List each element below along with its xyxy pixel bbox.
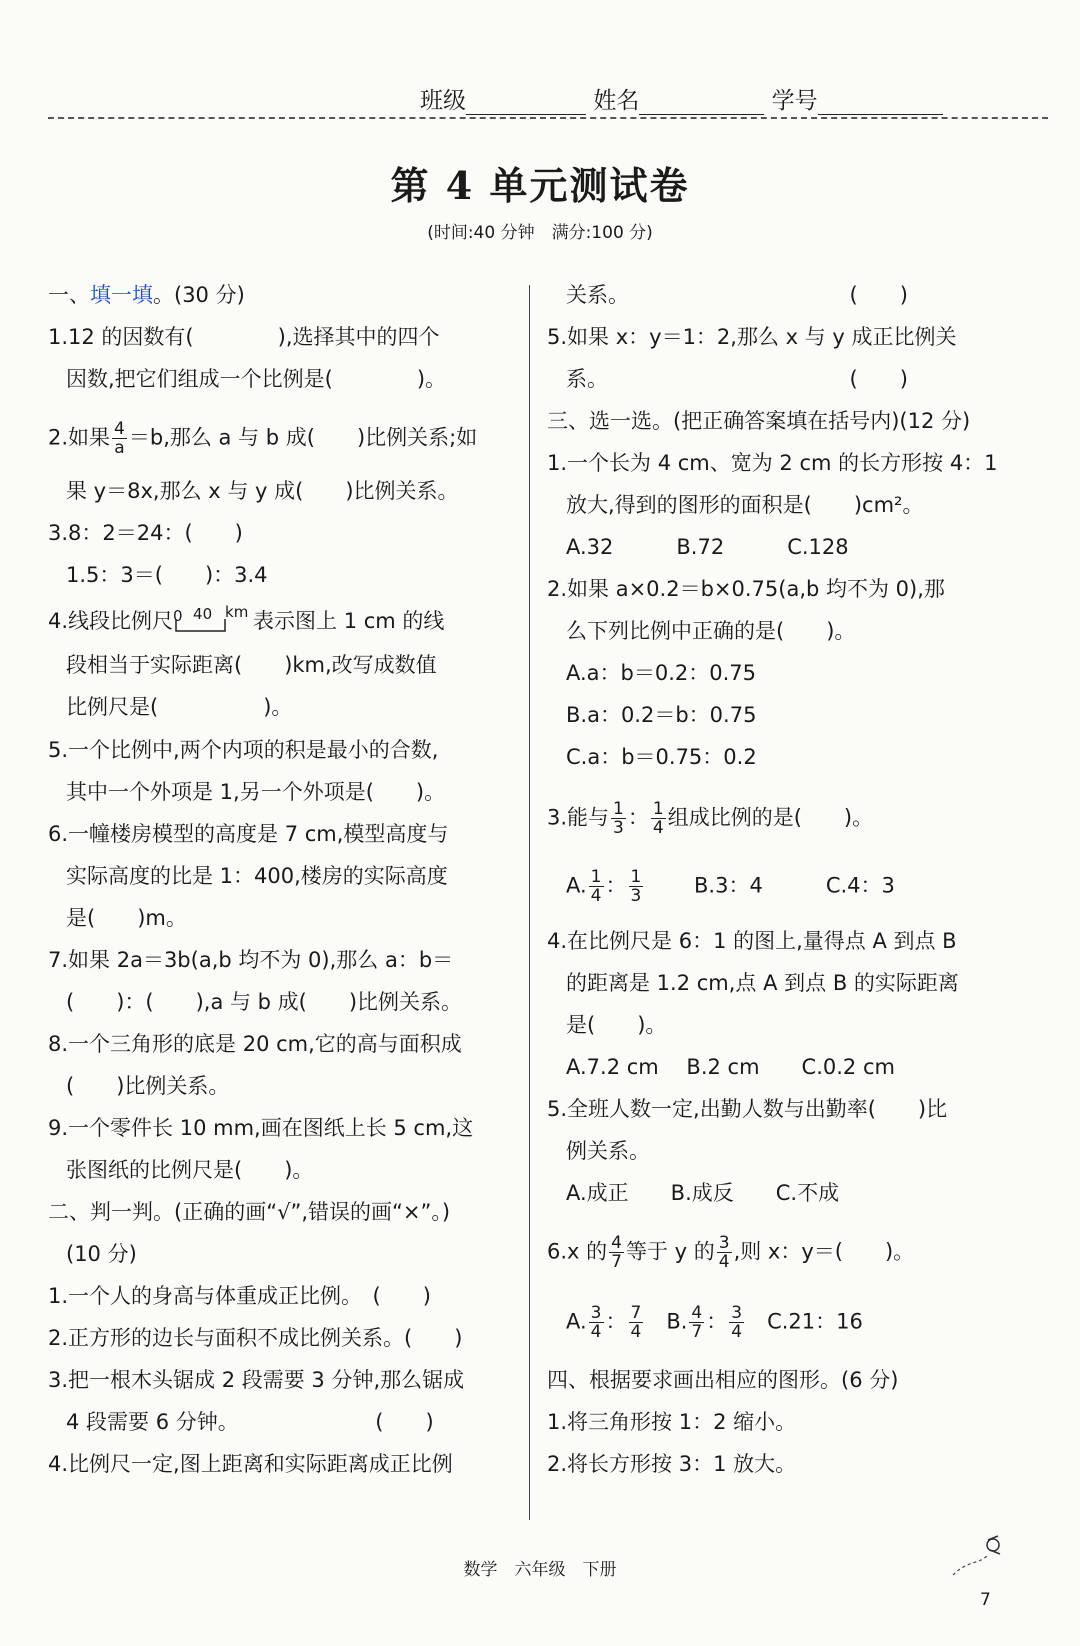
choice-q6-line-1: 6.x 的 $\frac{4}{7}$ 等于 y 的 $\frac{3}{4}$ ,则 x：y＝( )。 (547, 1233, 915, 1272)
q4-line-3: 比例尺是( )。 (66, 695, 293, 719)
q5-line-1: 5.一个比例中,两个内项的积是最小的合数, (48, 738, 439, 762)
q2-line-2: 果 y＝8x,那么 x 与 y 成( )比例关系。 (66, 479, 459, 503)
judge-q2: 2.正方形的边长与面积不成比例关系。( ) (48, 1326, 463, 1350)
section-3-heading: 三、选一选。(把正确答案填在括号内)(12 分) (547, 409, 971, 433)
class-label: 班级 (420, 88, 466, 114)
line-segment-scale (173, 603, 253, 637)
draw-q1: 1.将三角形按 1：2 缩小。 (547, 1410, 797, 1434)
choice-q4-line-2: 的距离是 1.2 cm,点 A 到点 B 的实际距离 (566, 971, 959, 995)
scale-bar-line (175, 619, 227, 633)
choice-q3-options: A. $\frac{1}{4}$ ： $\frac{1}{3}$ B.3：4 C.4：3 (566, 867, 895, 906)
q6-line-3: 是( )m。 (66, 906, 187, 930)
choice-q2-line-1: 2.如果 a×0.2＝b×0.75(a,b 均不为 0),那 (547, 577, 945, 601)
q7-line-1: 7.如果 2a＝3b(a,b 均不为 0),那么 a：b＝ (48, 948, 454, 972)
student-info-header (420, 82, 943, 115)
q9-line-2: 张图纸的比例尺是( )。 (66, 1158, 314, 1182)
column-divider (529, 285, 530, 1520)
choice-q4-line-1: 4.在比例尺是 6：1 的图上,量得点 A 到点 B (547, 929, 957, 953)
choice-q2-option-c: C.a：b＝0.75：0.2 (566, 745, 757, 769)
choice-q6-options: A. $\frac{3}{4}$ ： $\frac{7}{4}$ B. $\frac{4}{7}$ ： $\frac{3}{4}$ C.21：16 (566, 1303, 863, 1342)
q3-line-1: 3.8：2＝24：( ) (48, 521, 243, 545)
page-number: 7 (980, 1590, 991, 1610)
choice-q2-line-2: 么下列比例中正确的是( )。 (566, 619, 856, 643)
choice-q1-options: A.32 B.72 C.128 (566, 535, 849, 559)
q1-line-1: 1.12 的因数有( ),选择其中的四个 (48, 325, 440, 349)
dashed-cut-line (48, 117, 1048, 119)
q2-line-1: 2.如果 $\frac{4}{a}$ ＝b,那么 a 与 b 成( )比例关系;如 (48, 419, 478, 458)
fraction-4-over-a: $\frac{4}{a}$ (114, 419, 125, 458)
q4-line-1: 4.线段比例尺 0 40 km 表示图上 1 cm 的线 (48, 606, 444, 637)
q6-line-2: 实际高度的比是 1：400,楼房的实际高度 (66, 864, 448, 888)
fraction-1-4: $\frac{1}{4}$ (652, 799, 664, 838)
name-blank[interactable] (639, 92, 764, 115)
section-2-heading: 二、判一判。(正确的画“√”,错误的画“×”。) (48, 1200, 451, 1224)
scale-zero: 0 (173, 607, 183, 625)
judge-q4-line-1: 4.比例尺一定,图上距离和实际距离成正比例 (48, 1452, 453, 1476)
section-1-keyword: 填一填 (90, 283, 153, 307)
q1-line-2: 因数,把它们组成一个比例是( )。 (66, 367, 447, 391)
student-id-blank[interactable] (818, 92, 943, 115)
footer-book-info: 数学 六年级 下册 (463, 1560, 617, 1580)
choice-q4-line-3: 是( )。 (566, 1013, 667, 1037)
name-label: 姓名 (593, 88, 640, 114)
choice-q5-options: A.成正 B.成反 C.不成 (566, 1181, 840, 1205)
scale-unit: km (225, 603, 249, 621)
student-id-label: 学号 (771, 88, 818, 114)
choice-q1-line-1: 1.一个长为 4 cm、宽为 2 cm 的长方形按 4：1 (547, 451, 998, 475)
fraction-1-3: $\frac{1}{3}$ (613, 799, 624, 838)
page-title: 第 4 单元测试卷 (390, 163, 690, 208)
judge-q1: 1.一个人的身高与体重成正比例。 ( ) (48, 1284, 431, 1308)
choice-q1-line-2: 放大,得到的图形的面积是( )cm²。 (566, 493, 924, 517)
choice-q2-option-a: A.a：b＝0.2：0.75 (566, 661, 757, 685)
q9-line-1: 9.一个零件长 10 mm,画在图纸上长 5 cm,这 (48, 1116, 474, 1140)
section-2-score: (10 分) (66, 1242, 137, 1266)
judge-q4-line-2: 关系。 ( ) (566, 283, 908, 307)
draw-q2: 2.将长方形按 3：1 放大。 (547, 1452, 797, 1476)
judge-q3-line-2: 4 段需要 6 分钟。 ( ) (66, 1410, 434, 1434)
q8-line-1: 8.一个三角形的底是 20 cm,它的高与面积成 (48, 1032, 462, 1056)
exam-time-score: (时间:40 分钟 满分:100 分) (427, 223, 653, 243)
choice-q4-options: A.7.2 cm B.2 cm C.0.2 cm (566, 1055, 895, 1079)
q7-line-2: ( )：( ),a 与 b 成( )比例关系。 (66, 990, 463, 1014)
section-1-heading: 一、填一填。(30 分) (48, 283, 245, 307)
q3-line-2: 1.5：3＝( )：3.4 (66, 563, 268, 587)
choice-q2-option-b: B.a：0.2＝b：0.75 (566, 703, 757, 727)
page-corner-doodle-icon (948, 1530, 1018, 1580)
choice-q5-line-1: 5.全班人数一定,出勤人数与出勤率( )比 (547, 1097, 948, 1121)
q5-line-2: 其中一个外项是 1,另一个外项是( )。 (66, 780, 446, 804)
choice-q5-line-2: 例关系。 (566, 1139, 650, 1163)
q6-line-1: 6.一幢楼房模型的高度是 7 cm,模型高度与 (48, 822, 449, 846)
judge-q5-line-1: 5.如果 x：y＝1：2,那么 x 与 y 成正比例关 (547, 325, 957, 349)
class-blank[interactable] (466, 92, 586, 115)
q8-line-2: ( )比例关系。 (66, 1074, 230, 1098)
section-4-heading: 四、根据要求画出相应的图形。(6 分) (547, 1368, 899, 1392)
judge-q5-line-2: 系。 ( ) (566, 367, 908, 391)
q4-line-2: 段相当于实际距离( )km,改写成数值 (66, 653, 437, 677)
judge-q3-line-1: 3.把一根木头锯成 2 段需要 3 分钟,那么锯成 (48, 1368, 465, 1392)
scale-forty: 40 (193, 605, 213, 623)
choice-q3-line-1: 3.能与 $\frac{1}{3}$ ： $\frac{1}{4}$ 组成比例的是( )。 (547, 799, 874, 838)
